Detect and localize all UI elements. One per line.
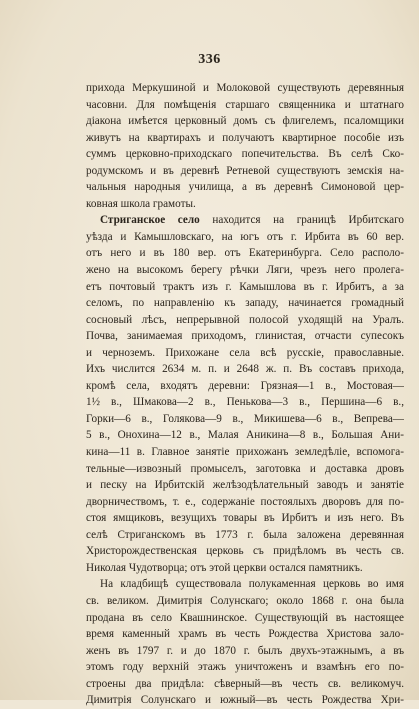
line-text: діакона имѣется церковный домъ съ флигелемъ, псаломщики bbox=[86, 115, 404, 128]
body-text bbox=[86, 80, 404, 709]
text-line bbox=[86, 610, 404, 627]
text-line bbox=[86, 262, 404, 279]
line-text: Ихъ числится 2634 м. п. и 2648 ж. п. Въ составъ прихода, bbox=[86, 363, 404, 376]
line-text: уѣзда и Камышловскаго, на югъ отъ г. Ирбита въ 60 вер. bbox=[86, 230, 404, 243]
text-line bbox=[86, 626, 404, 643]
line-text: кромѣ села, входятъ деревни: Грязная—1 в., Мостовая— bbox=[86, 379, 404, 392]
text-line bbox=[86, 527, 404, 544]
text-line bbox=[86, 593, 404, 610]
line-text: сосновый лѣсъ, непрерывной полосой уходящій на Уралъ. bbox=[86, 313, 404, 326]
line-text: Николая Чудотворца; отъ этой церкви остался памятникъ. bbox=[86, 561, 363, 574]
text-line bbox=[86, 394, 404, 411]
line-text: находится на границѣ Ирбитскаго bbox=[199, 214, 404, 227]
line-text: кина—11 в. Главное занятіе прихожанъ земледѣліе, вспомога- bbox=[86, 446, 404, 459]
line-text: родумскомъ и въ деревнѣ Ретневой существуютъ земскія на- bbox=[86, 164, 404, 177]
text-line bbox=[86, 97, 404, 114]
text-line bbox=[86, 130, 404, 147]
text-line bbox=[86, 643, 404, 660]
line-text: 5 в., Онохина—12 в., Малая Аникина—8 в., Большая Ани- bbox=[86, 429, 404, 442]
line-text: продана въ село Квашнинское. Существующій въ настоящее bbox=[86, 611, 404, 624]
text-line bbox=[86, 196, 404, 213]
text-line bbox=[86, 179, 404, 196]
page-number: 336 bbox=[198, 52, 221, 67]
text-line bbox=[86, 411, 404, 428]
text-line bbox=[86, 461, 404, 478]
line-text: На кладбищѣ существовала полукаменная церковь во имя bbox=[100, 578, 404, 591]
text-line bbox=[86, 560, 404, 577]
line-text: Димитрія Солунскаго и южный—въ честь Рождества Хри- bbox=[86, 694, 404, 707]
line-text: живутъ на квартирахъ и получаютъ квартирное пособіе изъ bbox=[86, 131, 404, 144]
line-text: жено на высокомъ берегу рѣчки Ляги, чрезъ него пролега- bbox=[86, 264, 404, 277]
text-line bbox=[86, 692, 404, 709]
line-text: ковная школа грамоты. bbox=[86, 197, 196, 210]
text-line bbox=[86, 245, 404, 262]
text-line bbox=[86, 543, 404, 560]
line-text: дворничествомъ, т. е., содержаніе постоялыхъ дворовъ для по- bbox=[86, 495, 404, 508]
text-line bbox=[86, 80, 404, 97]
text-line bbox=[86, 494, 404, 511]
line-text: етъ почтовый трактъ изъ г. Камышлова въ г. Ирбитъ, а за bbox=[86, 280, 404, 293]
text-line bbox=[86, 113, 404, 130]
line-text: время каменный храмъ въ честь Рождества Христова зало- bbox=[86, 628, 404, 641]
line-text: часовни. Для помѣщенія старшаго священника и штатнаго bbox=[86, 98, 404, 111]
text-line bbox=[86, 279, 404, 296]
text-line bbox=[86, 576, 404, 593]
line-text: св. великом. Димитрія Солунскаго; около 1868 г. она была bbox=[86, 594, 404, 607]
text-line bbox=[86, 212, 404, 229]
text-line bbox=[86, 659, 404, 676]
line-text: и песку на Ирбитскій желѣзодѣлательный заводъ и занятіе bbox=[86, 479, 404, 492]
line-text: стоя ямщиковъ, везущихъ товары въ Ирбитъ и изъ него. Въ bbox=[86, 512, 404, 525]
line-text: отъ него и въ 180 вер. отъ Екатеринбурга. Село располо- bbox=[86, 247, 404, 260]
line-text: и черноземъ. Прихожане села всѣ русскіе, православные. bbox=[86, 346, 404, 359]
text-line bbox=[86, 295, 404, 312]
text-line bbox=[86, 510, 404, 527]
text-line bbox=[86, 312, 404, 329]
text-line bbox=[86, 345, 404, 362]
line-text: прихода Меркушиной и Молоковой существують деревянныя bbox=[86, 82, 404, 94]
line-text: суммъ церковно-приходскаго попечительства. Въ селѣ Ско- bbox=[86, 148, 404, 161]
text-line bbox=[86, 163, 404, 180]
text-line bbox=[86, 427, 404, 444]
text-line bbox=[86, 676, 404, 693]
line-text: строены два придѣла: сѣверный—въ честь св. великомуч. bbox=[86, 677, 404, 690]
line-text: селомъ, по направленію къ западу, начинается громадный bbox=[86, 297, 404, 310]
text-line bbox=[86, 477, 404, 494]
text-line bbox=[86, 146, 404, 163]
text-line bbox=[86, 444, 404, 461]
bold-heading: Стриганское село bbox=[100, 214, 200, 227]
line-text: 1½ в., Шмакова—2 в., Пенькова—3 в., Першина—6 в., bbox=[86, 396, 404, 409]
line-text: тельные—извозный промыселъ, заготовка и доставка дровъ bbox=[86, 462, 404, 475]
line-text: Почва, занимаемая приходомъ, глинистая, отчасти супесокъ bbox=[86, 330, 404, 343]
line-text: Горки—6 в., Голякова—9 в., Микишева—6 в., Вепрева— bbox=[86, 412, 404, 425]
text-line bbox=[86, 229, 404, 246]
text-line bbox=[86, 378, 404, 395]
text-line bbox=[86, 328, 404, 345]
line-text: женъ въ 1797 г. и до 1870 г. былъ двухъ-этажнымъ, а въ bbox=[86, 644, 404, 657]
line-text: Христорождественская церковь съ придѣломъ въ честь св. bbox=[86, 545, 404, 558]
line-text: этомъ году верхній этажъ уничтоженъ и взамѣнъ его по- bbox=[86, 661, 404, 674]
line-text: селѣ Стриганскомъ въ 1773 г. была заложена деревянная bbox=[86, 528, 404, 541]
line-text: чальныя народныя училища, а въ деревнѣ Симоновой цер- bbox=[86, 181, 404, 194]
text-line bbox=[86, 361, 404, 378]
